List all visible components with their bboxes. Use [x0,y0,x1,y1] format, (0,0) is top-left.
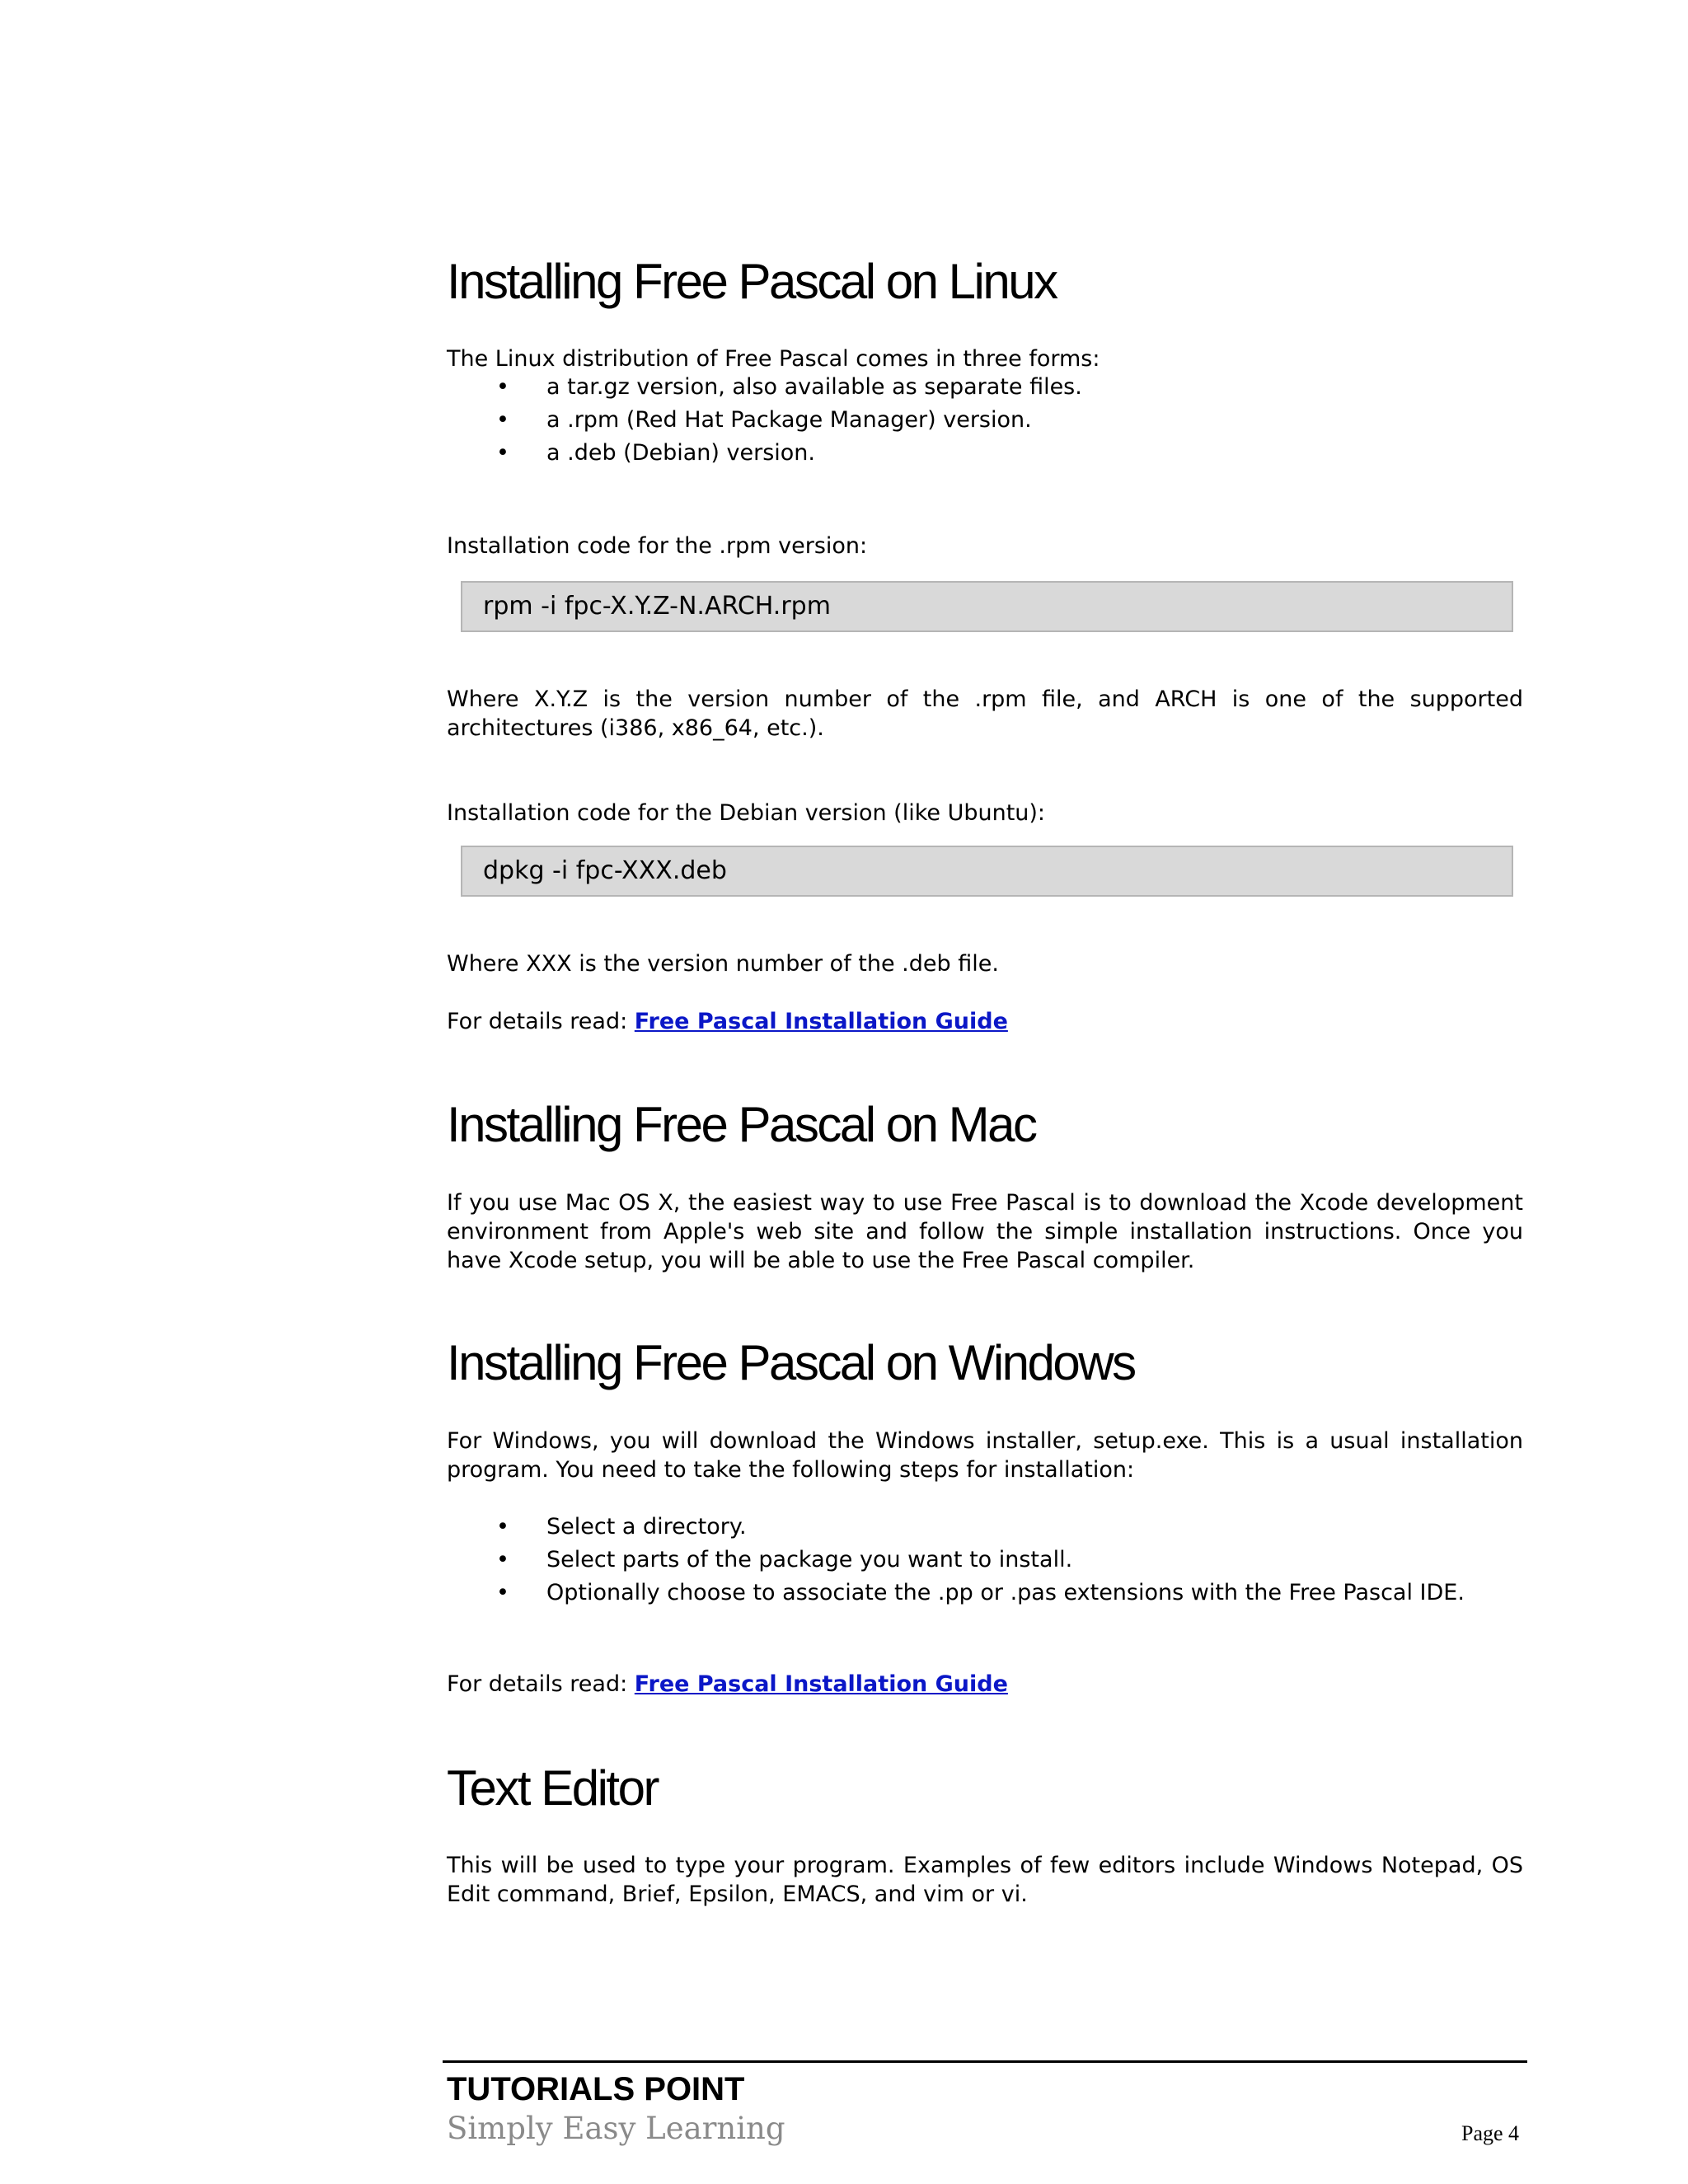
deb-code-block: dpkg -i fpc-XXX.deb [461,846,1513,897]
list-item [447,1544,1523,1577]
list-item [447,437,1523,470]
linux-heading: Installing Free Pascal on Linux [447,254,1057,309]
linux-intro: The Linux distribution of Free Pascal comes in three forms: [447,346,1100,372]
linux-details [447,1007,1523,1036]
mac-heading: Installing Free Pascal on Mac [447,1097,1036,1152]
list-item-text: a .deb (Debian) version. [546,440,816,466]
windows-details [447,1670,1523,1699]
footer-divider [443,2060,1527,2063]
editor-body: This will be used to type your program. Examples of few editors include Windows Notepad, OS Edit command, Brief, Epsilon, EMACS, and vim or vi. [447,1853,1523,1907]
list-item [447,1577,1523,1643]
windows-body: For Windows, you will download the Windows installer, setup.exe. This is a usual installation program. You need to take the following steps for installation: [447,1428,1523,1483]
windows-heading: Installing Free Pascal on Windows [447,1335,1135,1390]
rpm-note: Where X.Y.Z is the version number of the .rpm file, and ARCH is one of the supported architectures (i386, x86_64, etc.). [447,687,1523,741]
rpm-code-block: rpm -i fpc-X.Y.Z-N.ARCH.rpm [461,581,1513,632]
list-item [447,1511,1523,1544]
mac-body: If you use Mac OS X, the easiest way to use Free Pascal is to download the Xcode development environment from Apple's web site and follow the simple installation instructions. Once you have Xcode setup, you will be able to use the Free Pascal compiler. [447,1190,1523,1273]
list-item-text: Select parts of the package you want to install. [546,1547,1073,1572]
list-item [447,404,1523,437]
list-item-text: a tar.gz version, also available as separate files. [546,374,1082,400]
editor-heading: Text Editor [447,1760,658,1816]
details-prefix: For details read: [447,1009,635,1034]
deb-note: Where XXX is the version number of the .deb file. [447,951,999,977]
page-number: Page 4 [1461,2121,1520,2145]
installation-guide-link[interactable]: Free Pascal Installation Guide [634,1009,1008,1034]
list-item-text: a .rpm (Red Hat Package Manager) version. [546,407,1032,433]
deb-intro: Installation code for the Debian version (like Ubuntu): [447,800,1046,826]
list-item-text: Optionally choose to associate the .pp or .pas extensions with the Free Pascal IDE. [546,1580,1465,1605]
bullet-icon: • [496,407,509,433]
details-prefix: For details read: [447,1671,635,1697]
bullet-icon: • [496,440,509,466]
footer-tagline: Simply Easy Learning [447,2111,785,2146]
bullet-icon: • [496,374,509,400]
rpm-intro: Installation code for the .rpm version: [447,533,868,559]
list-item-text: Select a directory. [546,1514,747,1540]
bullet-icon: • [496,1514,509,1540]
installation-guide-link[interactable]: Free Pascal Installation Guide [634,1671,1008,1697]
footer-brand: TUTORIALS POINT [447,2071,745,2107]
bullet-icon: • [496,1547,509,1572]
list-item [447,371,1523,404]
bullet-icon: • [496,1580,509,1605]
